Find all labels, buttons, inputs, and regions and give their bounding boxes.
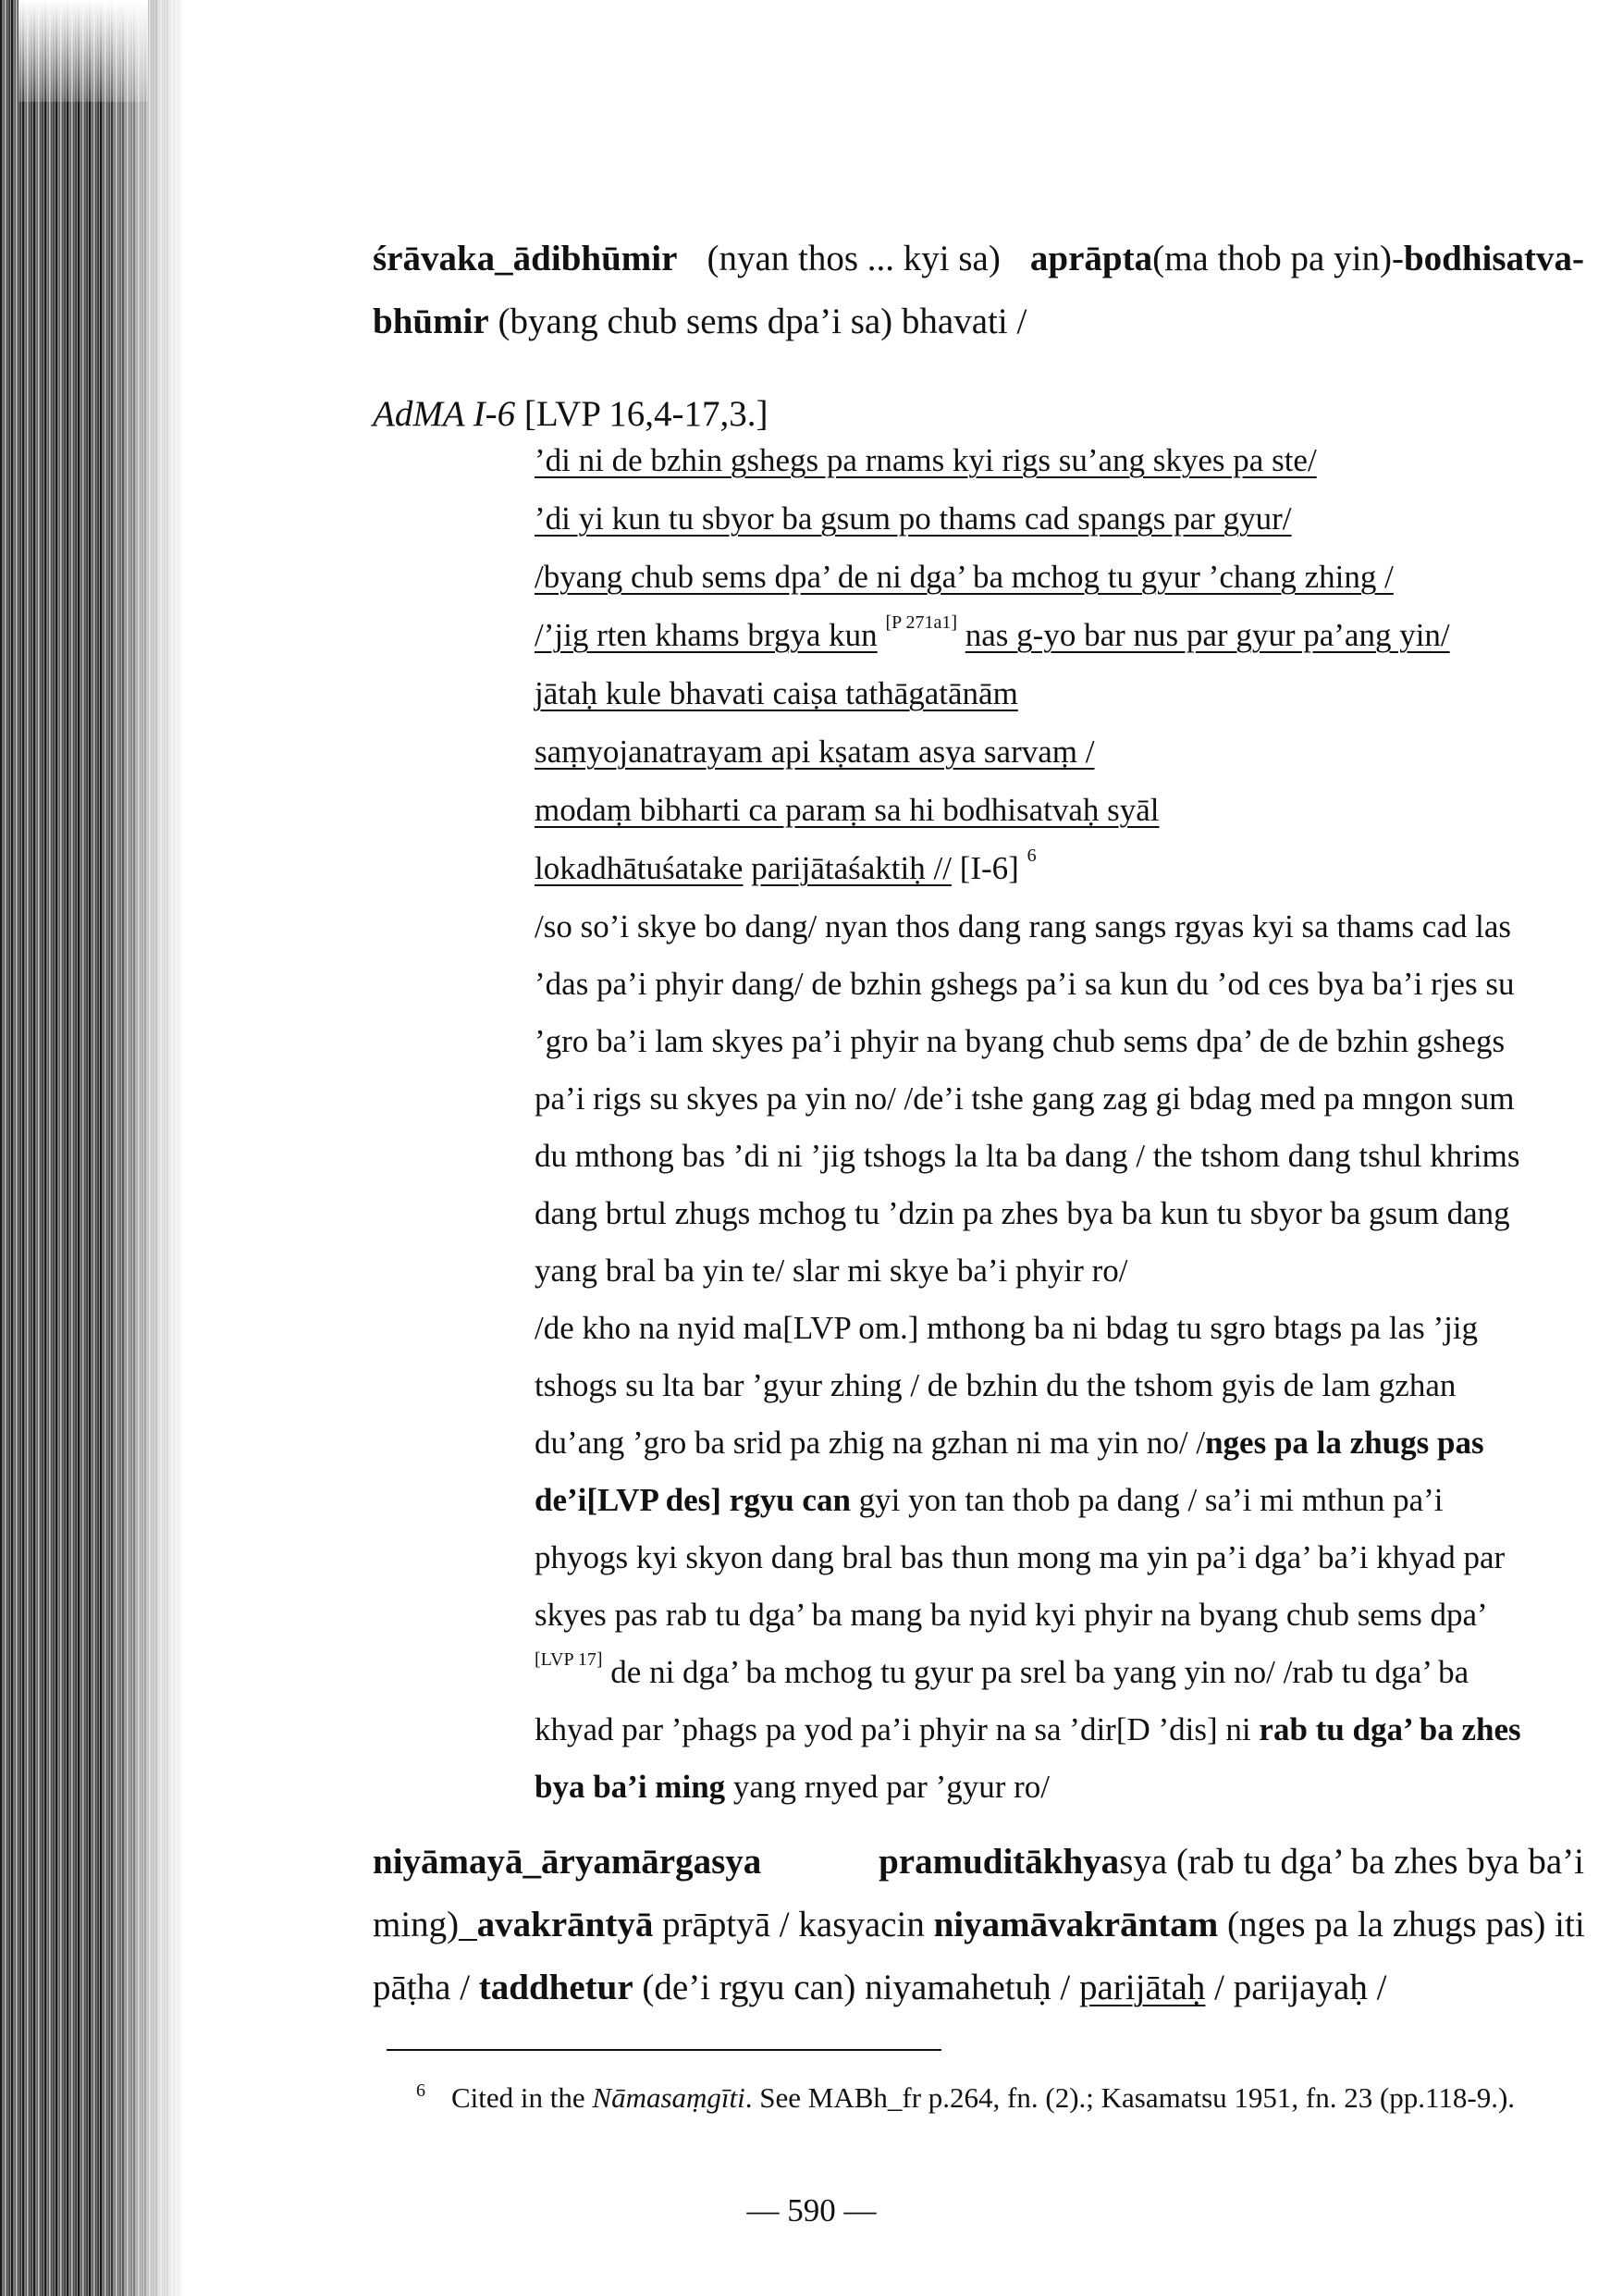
- top-gloss-3: (byang chub sems dpa’i sa): [488, 302, 902, 341]
- verse-line-8: [535, 846, 1037, 887]
- para1-line-6: dang brtul zhugs mchog tu ’dzin pa zhes bya ba kun tu sbyor ba gsum dang: [535, 1195, 1510, 1231]
- footnote-title: Nāmasaṃgīti: [592, 2081, 745, 2114]
- footnote-ref: 6: [1027, 846, 1037, 867]
- top-gloss-1: (nyan thos ... kyi sa): [707, 239, 1001, 278]
- top-line-1: [373, 238, 1584, 279]
- verse-line-4b: nas g-yo bar nus par gyur pa’ang yin/: [965, 617, 1450, 653]
- term-taddhetur: taddhetur: [478, 1968, 633, 2007]
- verse-number: [I-6]: [959, 850, 1019, 886]
- para2-line-5: phyogs kyi skyon dang bral bas thun mong ma yin pa’i dga’ ba’i khyad par: [535, 1539, 1506, 1575]
- page-marker-p271a1: [P 271a1]: [885, 612, 958, 634]
- section-heading: [373, 393, 768, 435]
- para1-line-5: du mthong bas ’di ni ’jig tshogs la lta ba dang / the tshom dang tshul khrims: [535, 1138, 1520, 1174]
- term-rgyu-can: de’i[LVP des] rgyu can: [535, 1482, 851, 1518]
- para1-line-4: pa’i rigs su skyes pa yin no/ /de’i tshe gang zag gi bdag med pa mngon sum: [535, 1080, 1515, 1117]
- top-line-2: [373, 301, 1027, 342]
- page-marker-lvp17: [LVP 17]: [535, 1649, 603, 1671]
- bottom-line-3: pāṭha / taddhetur (de’i rgyu can) niyamahetuḥ / parijātaḥ / parijayaḥ /: [373, 1968, 1387, 2007]
- term-niyamaya: niyāmayā_āryamārgasya: [373, 1842, 762, 1882]
- para2-line-6: skyes pas rab tu dga’ ba mang ba nyid kyi phyir na byang chub sems dpa’: [535, 1597, 1488, 1633]
- footnote-rule: [387, 2049, 941, 2051]
- term-ming: bya ba’i ming: [535, 1769, 726, 1805]
- term-niyamavakrantam: niyamāvakrāntam: [933, 1905, 1219, 1944]
- bottom-line-2: ming)_avakrāntyā prāptyā / kasyacin niyamāvakrāntam (nges pa la zhugs pas) iti: [373, 1905, 1585, 1944]
- term-avakrantya: avakrāntyā: [476, 1905, 654, 1944]
- para1-line-2: ’das pa’i phyir dang/ de bzhin gshegs pa’i sa kun du ’od ces bya ba’i rjes su: [535, 966, 1515, 1002]
- top-term-bhavati: bhavati /: [901, 302, 1027, 341]
- para2-line-3: du’ang ’gro ba srid pa zhig na gzhan ni ma yin no/ /nges pa la zhugs pas: [535, 1425, 1484, 1461]
- bottom-line-1: niyāmayā_āryamārgasya pramuditākhyasya (rab tu dga’ ba zhes bya ba’i: [373, 1842, 1584, 1882]
- footnote: $^6$ Cited in the Nāmasaṃgīti. See MABh_fr p.264, fn. (2).; Kasamatsu 1951, fn. 23 (pp.118-9.).: [416, 2080, 1516, 2114]
- para1-line-3: ’gro ba’i lam skyes pa’i phyir na byang chub sems dpa’ de de bzhin gshegs: [535, 1023, 1506, 1059]
- para1-line-7: yang bral ba yin te/ slar mi skye ba’i phyir ro/: [535, 1253, 1128, 1289]
- verse-line-5: jātaḥ kule bhavati caiṣa tathāgatānām: [535, 675, 1018, 711]
- para2-line-7: [LVP 17] de ni dga’ ba mchog tu gyur pa srel ba yang yin no/ /rab tu dga’ ba: [535, 1649, 1469, 1690]
- para2-line-2: tshogs su lta bar ’gyur zhing / de bzhin du the tshom gyis de lam gzhan: [535, 1367, 1457, 1403]
- verse-line-8a: lokadhātuśatake: [535, 850, 744, 886]
- verse-line-4: [535, 612, 1450, 654]
- top-term-aprapta: aprāpta: [1029, 239, 1153, 278]
- verse-line-4a: /’jig rten khams brgya kun: [535, 617, 878, 653]
- term-parijatah: parijātaḥ: [1078, 1968, 1206, 2007]
- heading-label: AdMA I-6: [373, 394, 516, 434]
- para2-line-4: de’i[LVP des] rgyu can gyi yon tan thob pa dang / sa’i mi mthun pa’i: [535, 1482, 1444, 1518]
- binding-fade: [0, 0, 185, 2296]
- para1-line-1: /so so’i skye bo dang/ nyan thos dang rang sangs rgyas kyi sa thams cad las: [535, 908, 1511, 944]
- heading-ref: [LVP 16,4-17,3.]: [523, 394, 768, 434]
- top-gloss-2: (ma thob pa yin)-: [1152, 239, 1404, 278]
- verse-line-8b: parijātaśaktiḥ //: [751, 850, 952, 886]
- term-rab-tu-dga-ba: rab tu dga’ ba zhes: [1259, 1711, 1521, 1747]
- verse-line-6: saṃyojanatrayam api kṣatam asya sarvaṃ /: [535, 734, 1095, 770]
- para2-line-1: /de kho na nyid ma[LVP om.] mthong ba ni bdag tu sgro btags pa las ’jig: [535, 1310, 1479, 1346]
- top-term-sravaka: śrāvaka_ādibhūmir: [373, 239, 678, 278]
- top-term-bhumir: bhūmir: [373, 302, 489, 341]
- binding-top-highlight: [18, 0, 148, 102]
- verse-line-3: /byang chub sems dpa’ de ni dga’ ba mchog tu gyur ’chang zhing /: [535, 559, 1394, 595]
- term-pramudita: pramuditākhya: [879, 1842, 1120, 1882]
- para2-line-9: bya ba’i ming yang rnyed par ’gyur ro/: [535, 1769, 1051, 1805]
- verse-line-2: ’di yi kun tu sbyor ba gsum po thams cad spangs par gyur/: [535, 500, 1292, 537]
- footnote-number: 6: [416, 2080, 425, 2101]
- page-number: — 590 —: [746, 2192, 877, 2228]
- para2-line-8: khyad par ’phags pa yod pa’i phyir na sa ’dir[D ’dis] ni rab tu dga’ ba zhes: [535, 1711, 1521, 1747]
- top-term-bodhisatva: bodhisatva-: [1403, 239, 1584, 278]
- verse-line-7: modaṃ bibharti ca paraṃ sa hi bodhisatvaḥ syāl: [535, 792, 1160, 828]
- verse-line-1: ’di ni de bzhin gshegs pa rnams kyi rigs su’ang skyes pa ste/: [535, 442, 1317, 478]
- term-nges-pa: nges pa la zhugs pas: [1205, 1425, 1484, 1461]
